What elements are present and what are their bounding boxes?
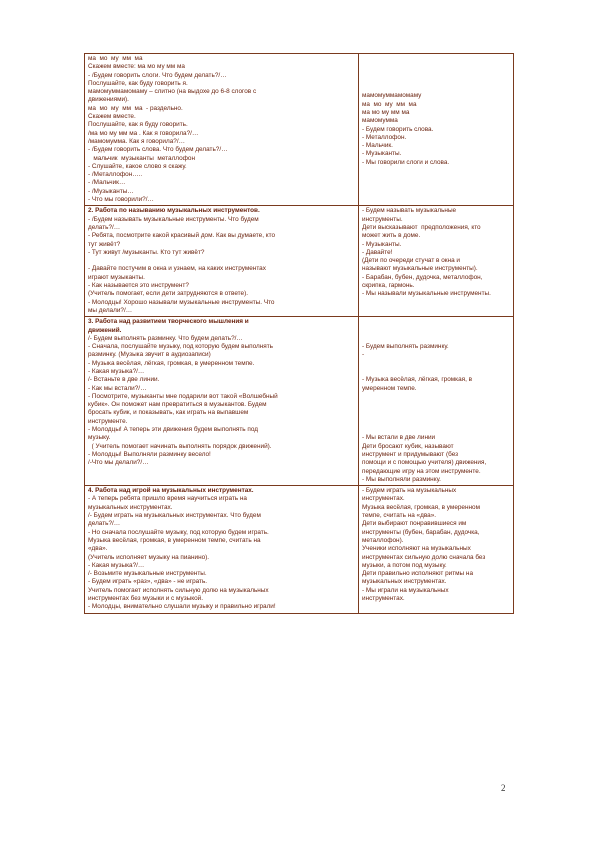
text-line: мальчик музыканты металлофон [88, 154, 195, 162]
text-line: - Будем играть на музыкальных [362, 487, 457, 495]
text-line: - Мальчик. [362, 142, 393, 150]
text-line: Учитель помогает исполнять сильную долю на музыкальных [88, 586, 269, 594]
text-line: Дети правильно исполняют ритмы на [362, 570, 474, 578]
text-line: - /Будем называть музыкальные инструменты. Что будем [88, 215, 259, 223]
text-line: (Дети по очереди стучат в окна и [362, 257, 460, 265]
text-line: - Барабан, бубен, дудочка, металлофон, [362, 273, 483, 281]
text-line: - Как мы встали?/… [88, 384, 147, 392]
text-line: /- Встаньте в две линии. [88, 376, 160, 384]
text-line: - Молодцы! Хорошо называли музыкальные инструменты. Что [88, 298, 275, 306]
text-line: инструментах сильную долю сначала без [362, 553, 486, 561]
text-line: помощи и с помощью учителя) движения, [362, 459, 487, 467]
text-line: - Будем называть музыкальные [362, 207, 457, 215]
text-line: ма мо му мм ма [362, 100, 417, 108]
text-line: - Мы встали в две линии [362, 434, 436, 442]
text-line [362, 318, 510, 326]
text-line: - [362, 351, 365, 359]
teacher-activity-cell [85, 486, 359, 613]
text-line: музыки, а потом под музыку. [362, 561, 447, 569]
text-line [362, 393, 510, 401]
text-line: 3. Работа над развитием творческого мышления и [88, 318, 249, 326]
student-activity-cell [359, 317, 514, 486]
text-line [362, 409, 510, 417]
text-line: /- Будем выполнять разминку. Что будем делать?/… [88, 334, 243, 342]
table-row [85, 486, 514, 613]
text-line: - Посмотрите, музыканты мне подарили вот такой «Волшебный [88, 392, 278, 400]
text-line: инструменты (бубен, барабан, дудочка, [362, 528, 480, 536]
text-line: - /Будем говорить слова. Что будем делать?/… [88, 146, 228, 154]
text-line: скрипка, гармонь. [362, 282, 415, 290]
text-line: делать?/… [88, 520, 121, 528]
text-line: - /Мальчик… [88, 179, 126, 187]
text-line [362, 335, 510, 343]
text-line: ( Учитель помогает начинать выполнять порядок движений). [88, 442, 272, 450]
text-line: /мамомумма. Как я говорила?/… [88, 137, 185, 145]
text-line: кубик». Он поможет нам превратиться в музыкантов. Будем [88, 401, 267, 409]
table-row [85, 206, 514, 317]
text-line [362, 426, 510, 434]
text-line: музыкальных инструментах. [362, 578, 447, 586]
text-line: мы делали?/… [88, 306, 133, 314]
text-line [362, 401, 510, 409]
page-number: 2 [501, 783, 506, 793]
text-line: - Слушайте, какое слово я скажу. [88, 162, 187, 170]
student-activity-cell [359, 486, 514, 613]
text-line: Скажем вместе. [88, 113, 136, 121]
text-line: - Сначала, послушайте музыку, под которую будем выполнять [88, 343, 274, 351]
text-line: музыкальных инструментах. [88, 503, 173, 511]
text-line: инструментах без музыки и с музыкой. [88, 595, 203, 602]
text-line: - Мы говорили слоги и слова. [362, 158, 450, 166]
text-line: Музыка весёлая, громкая, в умеренном [362, 503, 480, 511]
teacher-activity-cell [85, 206, 359, 317]
teacher-activity-cell [85, 317, 359, 486]
text-line: Дети бросают кубик, называют [362, 442, 454, 450]
text-line: ма мо му мм ма [362, 108, 410, 116]
text-line: - Металлофон. [362, 133, 407, 141]
text-line: - Какая музыка?/… [88, 561, 145, 569]
text-line: Послушайте, как я буду говорить. [88, 121, 188, 129]
text-line: инструмент и придумывают (без [362, 450, 459, 458]
text-line: - Молодцы! Выполняли разминку весело! [88, 450, 211, 458]
text-line: /ма мо му мм ма . Как я говорила?/… [88, 129, 199, 137]
text-line: может жить в доме. [362, 232, 421, 240]
text-line: Скажем вместе: ма мо му мм ма [88, 63, 185, 71]
text-line: /-Что мы делали?/… [88, 459, 149, 467]
text-line: ма мо му мм ма - раздельно. [88, 104, 183, 112]
text-line: умеренном темпе. [362, 384, 417, 392]
table-row [85, 54, 514, 206]
student-activity-cell [359, 206, 514, 317]
text-line: бросать кубик, и показывать, как играть на выпавшем [88, 409, 249, 417]
text-line: - Мы называли музыкальные инструменты. [362, 290, 491, 298]
text-line: Послушайте, как буду говорить я. [88, 79, 188, 87]
text-line: движениями). [88, 96, 129, 104]
text-line: мамомумма [362, 117, 398, 125]
text-line: - Мы играли на музыкальных [362, 586, 449, 594]
text-line: играют музыканты. [88, 273, 145, 281]
text-line [362, 418, 510, 426]
student-activity-cell [359, 54, 514, 206]
text-line: мамомуммамомаму [362, 92, 422, 100]
text-line: - /Музыканты… [88, 187, 134, 195]
text-line: передающие игру на этом инструменте. [362, 467, 481, 475]
text-line [362, 327, 510, 335]
lesson-table [84, 53, 514, 614]
table-row [85, 317, 514, 486]
text-line: «два». [88, 545, 108, 553]
text-line: инструментах. [362, 495, 405, 503]
text-line: (Учитель исполняет музыку на пианино). [88, 553, 210, 561]
text-line: - Но сначала послушайте музыку, под которую будем играть. [88, 528, 269, 536]
text-line: - Молодцы! А теперь эти движения будем выполнять под [88, 426, 259, 434]
text-line: - Давайте постучим в окна и узнаем, на каких инструментах [88, 265, 266, 273]
text-line: - /Будем говорить слоги. Что будем делать?/… [88, 71, 227, 79]
text-line: - Мы выполняли разминку. [362, 475, 441, 483]
text-line: инструментах. [362, 595, 405, 602]
text-line: инструменте. [88, 417, 128, 425]
text-line: 2. Работа по называнию музыкальных инструментов. [88, 207, 260, 215]
text-line: мамомуммамомаму – слитно (на выдохе до 6-8 слогов с [88, 88, 257, 96]
text-line: - Музыканты. [362, 150, 402, 158]
text-line: /- Будем играть на музыкальных инструментах. Что будем [88, 512, 261, 520]
text-line: - Ребята, посмотрите какой красивый дом. Как вы думаете, кто [88, 232, 276, 240]
text-line [362, 368, 510, 376]
text-line: - Музыка весёлая, лёгкая, громкая, в [362, 376, 473, 384]
text-line: - Что мы говорили?/… [88, 196, 154, 204]
text-line: металлофон). [362, 536, 404, 544]
text-line: - Давайте! [362, 248, 393, 256]
text-line: движений. [88, 326, 122, 334]
text-line: - /Металлофон….. [88, 171, 143, 179]
text-line: - А теперь ребята пришло время научиться играть на [88, 495, 247, 503]
text-line: /- Возьмите музыкальные инструменты. [88, 570, 207, 578]
text-line: Дети выбирают понравившиеся им [362, 520, 467, 528]
text-line: - Тут живут /музыканты. Кто тут живёт? [88, 248, 205, 256]
text-line: тут живёт? [88, 240, 121, 248]
table-body [85, 54, 514, 614]
text-line: музыку. [88, 434, 111, 442]
text-line: Дети высказывают предположения, кто [362, 223, 481, 231]
text-line: Ученики исполняют на музыкальных [362, 545, 471, 553]
text-line: - Музыка весёлая, лёгкая, громкая, в умеренном темпе. [88, 359, 255, 367]
text-line: - Музыканты. [362, 240, 402, 248]
teacher-activity-cell [85, 54, 359, 206]
text-line: называют музыкальные инструменты). [362, 265, 478, 273]
text-line: - Будем выполнять разминку. [362, 343, 449, 351]
text-line: - Молодцы, внимательно слушали музыку и правильно играли! [88, 603, 276, 611]
text-line: делать?/… [88, 223, 121, 231]
text-line: темпе, считать на «два». [362, 512, 437, 520]
text-line: разминку. (Музыка звучит в аудиозаписи) [88, 351, 211, 359]
text-line: - Будем говорить слова. [362, 125, 434, 133]
text-line: (Учитель помогает, если дети затрудняются в ответе). [88, 290, 248, 298]
text-line: 4. Работа над игрой на музыкальных инструментах. [88, 487, 254, 495]
text-line: инструменты. [362, 215, 403, 223]
text-line: - Какая музыка?/… [88, 367, 145, 375]
text-line [362, 360, 510, 368]
text-line: - Как называется это инструмент? [88, 282, 189, 290]
text-line: - Будем играть «раз», «два» - не играть. [88, 578, 208, 586]
text-line: ма мо му мм ма [88, 55, 143, 62]
text-line: Музыка весёлая, громкая, в умеренном темпе, считать на [88, 536, 261, 544]
